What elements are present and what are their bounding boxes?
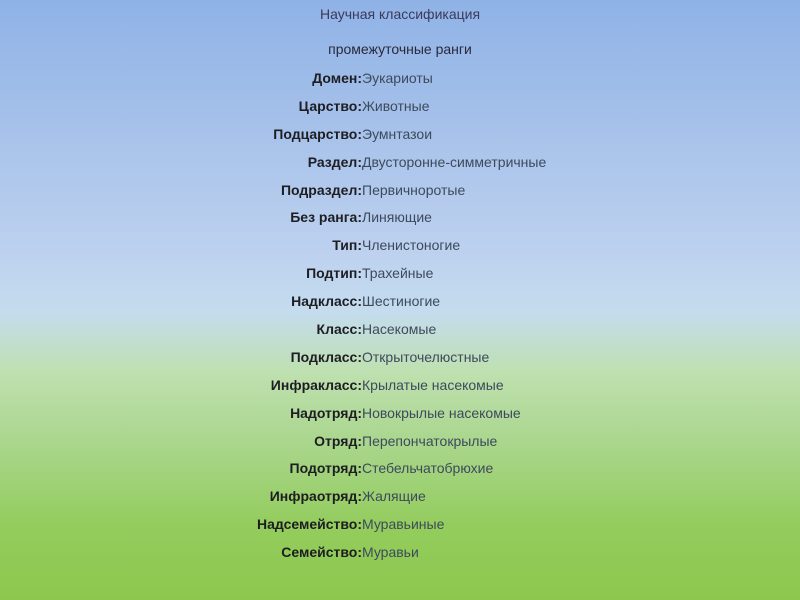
rank-label: Семейство: — [281, 544, 362, 561]
rank-row-infraclass — [0, 375, 800, 403]
rank-value: Муравьи — [362, 544, 419, 561]
rank-row-unranked — [0, 207, 800, 235]
rank-label: Подраздел: — [280, 181, 362, 198]
rank-label: Инфраотряд: — [269, 488, 362, 505]
rank-row-suborder — [0, 458, 800, 486]
rank-label: Надкласс: — [291, 293, 362, 310]
rank-row-domain — [0, 68, 800, 96]
slide-title: Научная классификация — [319, 6, 481, 22]
rank-row-superfamily — [0, 514, 800, 542]
rank-label: Класс: — [316, 321, 362, 338]
rank-row-superorder — [0, 403, 800, 431]
rank-label: Надотряд: — [290, 404, 362, 421]
rank-label: Инфракласс: — [270, 376, 362, 393]
rank-value: Трахейные — [362, 265, 434, 282]
rank-row-infraorder — [0, 486, 800, 514]
rank-row-subclass — [0, 347, 800, 375]
rank-value: Крылатые насекомые — [362, 376, 504, 393]
rank-row-phylum — [0, 235, 800, 263]
rank-value: Линяющие — [362, 209, 432, 226]
rank-label: Царство: — [298, 97, 362, 114]
rank-row-subsection — [0, 180, 800, 208]
rank-row-kingdom — [0, 96, 800, 124]
rank-value: Эумнтазои — [362, 125, 433, 142]
rank-value: Жалящие — [362, 488, 426, 505]
rank-row-subkingdom — [0, 124, 800, 152]
rank-value: Животные — [362, 97, 430, 114]
rank-value: Перепончатокрылые — [362, 432, 498, 449]
rank-label: Без ранга: — [290, 209, 362, 226]
rank-row-subphylum — [0, 263, 800, 291]
rank-label: Отряд: — [314, 432, 362, 449]
rank-value: Открыточелюстные — [362, 348, 490, 365]
rank-label: Домен: — [312, 70, 362, 86]
rank-row-order — [0, 431, 800, 459]
rank-row-section — [0, 152, 800, 180]
rank-value: Шестиногие — [362, 293, 441, 310]
rank-value: Муравьиные — [362, 516, 445, 533]
rank-label: Подтип: — [306, 265, 362, 282]
rank-label: Подотряд: — [289, 460, 362, 477]
rank-label: Подцарство: — [273, 125, 362, 142]
rank-value: Эукариоты — [362, 70, 433, 86]
rank-value: Новокрылые насекомые — [362, 404, 521, 421]
rank-label: Подкласс: — [290, 348, 362, 365]
rank-row-family — [0, 542, 800, 570]
rank-row-superclass — [0, 291, 800, 319]
rank-value: Первичноротые — [362, 181, 466, 198]
rank-row-class — [0, 319, 800, 347]
rank-label: Раздел: — [307, 153, 362, 170]
rank-value: Двусторонне-симметричные — [362, 153, 547, 170]
rank-value: Стебельчатобрюхие — [362, 460, 494, 477]
slide-subtitle: промежуточные ранги — [328, 41, 472, 57]
rank-label: Тип: — [332, 237, 362, 254]
rank-value: Членистоногие — [362, 237, 461, 254]
rank-label: Надсемейство: — [256, 516, 362, 533]
classification-list — [0, 68, 800, 570]
rank-value: Насекомые — [362, 321, 437, 338]
